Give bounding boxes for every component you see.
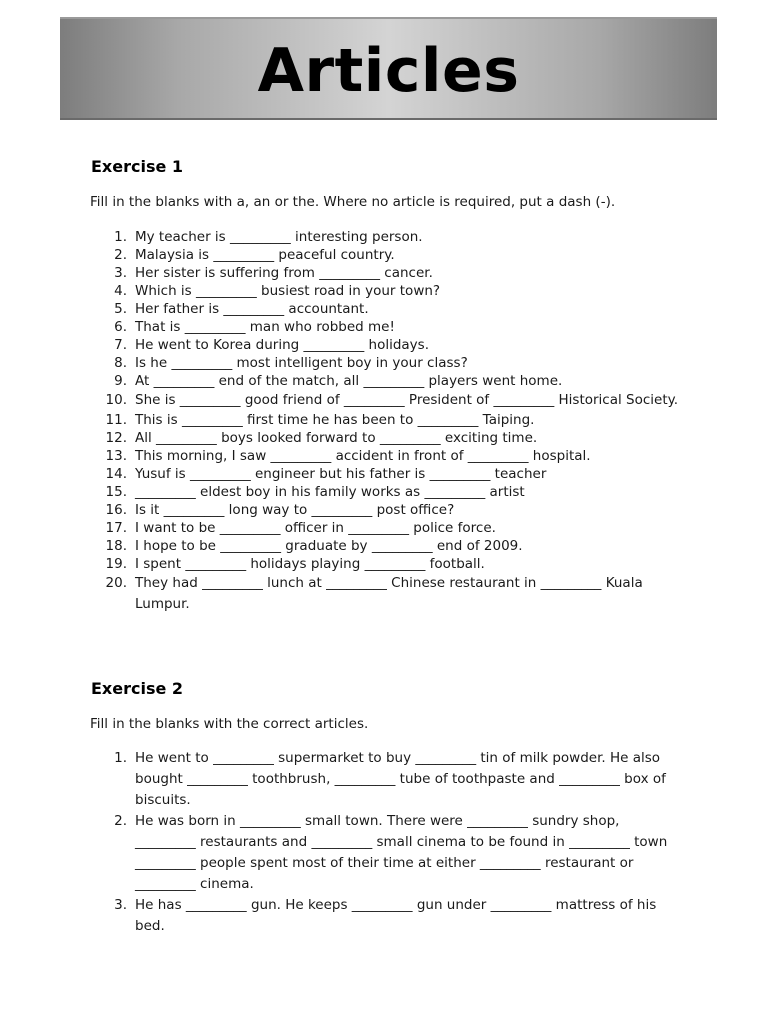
item-number: 4.: [114, 283, 127, 299]
list-item: [90, 390, 700, 411]
item-text: I want to be _________ officer in _________ police force.: [135, 520, 496, 536]
list-item: [90, 483, 700, 501]
item-number: 1.: [114, 750, 127, 766]
item-number: 2.: [114, 247, 127, 263]
item-text: Her father is _________ accountant.: [135, 301, 369, 317]
list-item: [90, 246, 700, 264]
item-text: Which is _________ busiest road in your town?: [135, 283, 441, 299]
page-title: Articles: [257, 36, 520, 106]
item-number: 18.: [105, 538, 127, 554]
list-item: [90, 318, 700, 336]
item-number: 17.: [105, 520, 127, 536]
item-number: 12.: [105, 430, 127, 446]
item-text: Her sister is suffering from _________ cancer.: [135, 265, 433, 281]
item-text: They had _________ lunch at _________ Chinese restaurant in _________ Kuala Lumpur.: [135, 575, 643, 612]
title-banner: [60, 17, 717, 120]
exercise-2-instruction: Fill in the blanks with the correct articles.: [90, 716, 369, 732]
list-item: [90, 895, 680, 937]
exercise-1-instruction: Fill in the blanks with a, an or the. Where no article is required, put a dash (-).: [90, 194, 616, 210]
item-text: All _________ boys looked forward to _________ exciting time.: [135, 430, 538, 446]
list-item: [90, 748, 680, 811]
item-text: At _________ end of the match, all _________ players went home.: [135, 373, 563, 389]
list-item: [90, 519, 700, 537]
item-text: That is _________ man who robbed me!: [135, 319, 395, 335]
item-number: 3.: [114, 897, 127, 913]
list-item: [90, 411, 700, 429]
item-text: I spent _________ holidays playing _________ football.: [135, 556, 485, 572]
list-item: [90, 573, 700, 615]
exercise-1-title: Exercise 1: [91, 157, 184, 176]
list-item: [90, 282, 700, 300]
list-item: [90, 354, 700, 372]
list-item: [90, 501, 700, 519]
item-number: 5.: [114, 301, 127, 317]
item-text: He was born in _________ small town. There were _________ sundry shop, _________ restaurants and _________ small cinema to be found in _________ town _________ people spent most of their time at either _________ restaurant or _________ cinema.: [135, 813, 668, 892]
item-number: 8.: [114, 355, 127, 371]
item-text: Is it _________ long way to _________ post office?: [135, 502, 455, 518]
item-text: Malaysia is _________ peaceful country.: [135, 247, 395, 263]
exercise-2-list: [90, 748, 680, 937]
item-text: This is _________ first time he has been to _________ Taiping.: [135, 412, 535, 428]
list-item: [90, 447, 700, 465]
item-number: 19.: [105, 556, 127, 572]
item-number: 1.: [114, 229, 127, 245]
item-number: 15.: [105, 484, 127, 500]
list-item: [90, 228, 700, 246]
item-number: 6.: [114, 319, 127, 335]
item-text: I hope to be _________ graduate by _________ end of 2009.: [135, 538, 523, 554]
list-item: [90, 555, 700, 573]
item-text: He went to Korea during _________ holidays.: [135, 337, 430, 353]
item-text: Is he _________ most intelligent boy in your class?: [135, 355, 468, 371]
item-number: 16.: [105, 502, 127, 518]
item-text: He went to _________ supermarket to buy _________ tin of milk powder. He also bought _________ toothbrush, _________ tube of toothpaste and _________ box of biscuits.: [135, 750, 666, 808]
list-item: [90, 811, 680, 895]
exercise-2-title: Exercise 2: [91, 679, 184, 698]
exercise-1-list: [90, 228, 700, 615]
item-text: _________ eldest boy in his family works as _________ artist: [135, 484, 525, 500]
list-item: [90, 372, 700, 390]
list-item: [90, 537, 700, 555]
item-number: 7.: [114, 337, 127, 353]
item-text: He has _________ gun. He keeps _________ gun under _________ mattress of his bed.: [135, 897, 657, 934]
item-text: She is _________ good friend of _________ President of _________ Historical Society.: [135, 392, 678, 408]
list-item: [90, 429, 700, 447]
item-number: 13.: [105, 448, 127, 464]
item-number: 10.: [105, 392, 127, 408]
list-item: [90, 264, 700, 282]
list-item: [90, 336, 700, 354]
item-number: 11.: [105, 412, 127, 428]
item-text: Yusuf is _________ engineer but his father is _________ teacher: [135, 466, 547, 482]
item-number: 20.: [105, 575, 127, 591]
item-number: 14.: [105, 466, 127, 482]
item-number: 3.: [114, 265, 127, 281]
item-text: My teacher is _________ interesting person.: [135, 229, 423, 245]
item-number: 9.: [114, 373, 127, 389]
list-item: [90, 300, 700, 318]
item-number: 2.: [114, 813, 127, 829]
list-item: [90, 465, 700, 483]
item-text: This morning, I saw _________ accident in front of _________ hospital.: [135, 448, 591, 464]
